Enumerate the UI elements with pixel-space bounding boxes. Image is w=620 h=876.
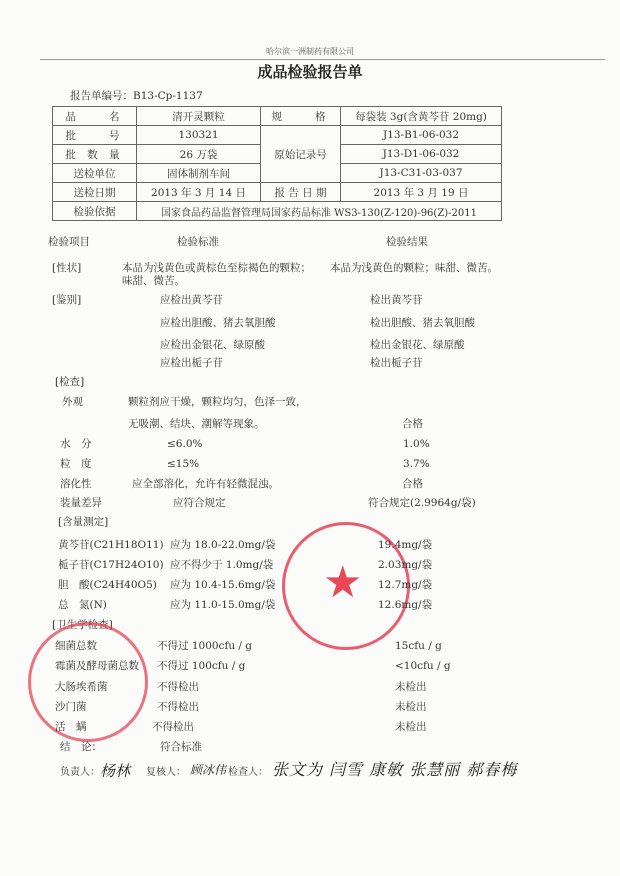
header-item: 检验项目: [48, 236, 90, 248]
hygiene-result: 未检出: [395, 681, 427, 693]
hygiene-item: 大肠埃希菌: [55, 681, 108, 693]
spec: 每袋装 3g(含黄芩苷 20mg): [341, 107, 502, 126]
responsible-signature: 杨林: [100, 762, 131, 780]
section-inspection: [检查]: [55, 376, 85, 388]
hygiene-standard: 不得检出: [157, 681, 199, 693]
assay-standard: 应为 11.0-15.0mg/袋: [170, 599, 276, 611]
hygiene-item: 细菌总数: [55, 640, 97, 652]
appearance-standard: 颗粒剂应干燥，颗粒均匀，色泽一致，: [128, 396, 307, 408]
assay-result: 2.03mg/袋: [378, 559, 433, 571]
fill-standard: 应符合规定: [173, 497, 226, 509]
moisture-item: 水 分: [60, 438, 92, 450]
reviewer-signature: 顾冰伟: [190, 763, 227, 777]
batch-label: 批 号: [53, 126, 137, 145]
record-3: J13-C31-03-037: [341, 164, 502, 183]
report-number: 报告单编号：B13-Cp-1137: [70, 90, 203, 102]
record-2: J13-D1-06-032: [341, 145, 502, 164]
product-info-table: [52, 106, 502, 221]
solubility-standard: 应全部溶化，允许有轻微混浊。: [132, 478, 279, 490]
hygiene-standard: 不得过 100cfu / g: [157, 660, 246, 672]
report-date: 2013 年 3 月 19 日: [341, 183, 502, 202]
hygiene-item: 活 螨: [55, 721, 87, 733]
hygiene-standard: 不得检出: [152, 721, 194, 733]
identification-standard: 应检出栀子苷: [160, 357, 223, 369]
send-date: 2013 年 3 月 14 日: [137, 183, 261, 202]
section-identification: [鉴别]: [52, 294, 82, 306]
batch-qty-label: 批 数 量: [53, 145, 137, 164]
basis: 国家食品药品监督管理局国家药品标准 WS3-130(Z-120)-96(Z)-2011: [137, 202, 502, 221]
hygiene-result: 15cfu / g: [395, 640, 442, 652]
hygiene-result: 未检出: [395, 701, 427, 713]
stamp-star-icon: ★: [323, 557, 363, 608]
hygiene-standard: 不得过 1000cfu / g: [157, 640, 253, 652]
identification-result: 检出金银花、绿原酸: [370, 339, 465, 351]
granularity-standard: ≤15%: [167, 458, 200, 470]
record-label: 原始记录号: [261, 126, 341, 183]
assay-item: 栀子苷(C17H24O10): [58, 559, 164, 571]
character-standard-2: 味甜、微苦。: [122, 275, 185, 287]
hygiene-item: 沙门菌: [55, 701, 87, 713]
fill-result: 符合规定(2.9964g/袋): [368, 497, 476, 509]
sender-label: 送检单位: [53, 164, 137, 183]
granularity-result: 3.7%: [403, 458, 430, 470]
solubility-result: 合格: [402, 478, 423, 490]
granularity-item: 粒 度: [60, 458, 92, 470]
assay-result: 12.6mg/袋: [378, 599, 433, 611]
spec-label: 规 格: [261, 107, 341, 126]
conclusion-label: 结 论：: [60, 741, 102, 753]
moisture-standard: ≤6.0%: [167, 438, 203, 450]
section-character: [性状]: [52, 262, 82, 274]
section-assay: [含量测定]: [58, 516, 109, 528]
assay-item: 黄芩苷(C21H18O11): [58, 539, 164, 551]
record-1: J13-B1-06-032: [341, 126, 502, 145]
inspector-label: 检查人：: [228, 767, 268, 778]
product-name: 清开灵颗粒: [137, 107, 261, 126]
batch: 130321: [137, 126, 261, 145]
identification-result: 检出栀子苷: [370, 357, 423, 369]
report-date-label: 报 告 日 期: [261, 183, 341, 202]
header-standard: 检验标准: [177, 236, 219, 248]
assay-result: 19.4mg/袋: [378, 539, 433, 551]
header-result: 检验结果: [386, 236, 428, 248]
inspector-signatures: 张文为 闫雪 康敏 张慧丽 郝春梅: [272, 760, 518, 779]
hygiene-result: <10cfu / g: [395, 660, 451, 672]
header-rule: [40, 59, 605, 60]
identification-result: 检出胆酸、猪去氧胆酸: [370, 317, 475, 329]
identification-result: 检出黄芩苷: [370, 294, 423, 306]
appearance-item: 外观: [62, 396, 83, 408]
identification-standard: 应检出金银花、绿原酸: [160, 339, 265, 351]
appearance-result: 合格: [402, 418, 423, 430]
page-title: 成品检验报告单: [257, 63, 363, 81]
assay-standard: 应为 18.0-22.0mg/袋: [170, 539, 276, 551]
solubility-item: 溶化性: [60, 478, 92, 490]
hygiene-result: 未检出: [395, 721, 427, 733]
section-hygiene: [卫生学检查]: [52, 619, 113, 631]
responsible-label: 负责人：: [60, 767, 100, 778]
identification-standard: 应检出黄芩苷: [160, 294, 223, 306]
assay-standard: 应不得少于 1.0mg/袋: [170, 559, 274, 571]
assay-result: 12.7mg/袋: [378, 579, 433, 591]
company-name: 哈尔滨一洲制药有限公司: [266, 47, 354, 56]
assay-item: 总 氮(N): [58, 599, 107, 611]
assay-standard: 应为 10.4-15.6mg/袋: [170, 579, 276, 591]
moisture-result: 1.0%: [403, 438, 430, 450]
identification-standard: 应检出胆酸、猪去氧胆酸: [160, 317, 276, 329]
fill-item: 装量差异: [60, 497, 102, 509]
reviewer-label: 复核人：: [146, 767, 186, 778]
appearance-standard-2: 无吸潮、结块、潮解等现象。: [128, 418, 265, 430]
send-date-label: 送检日期: [53, 183, 137, 202]
character-standard: 本品为浅黄色或黄棕色至棕褐色的颗粒；: [122, 262, 311, 274]
sender: 固体制剂车间: [137, 164, 261, 183]
hygiene-standard: 不得检出: [157, 701, 199, 713]
assay-item: 胆 酸(C24H40O5): [58, 579, 157, 591]
hygiene-item: 霉菌及酵母菌总数: [55, 660, 139, 672]
batch-qty: 26 万袋: [137, 145, 261, 164]
product-name-label: 品 名: [53, 107, 137, 126]
basis-label: 检验依据: [53, 202, 137, 221]
conclusion-value: 符合标准: [160, 741, 202, 753]
character-result: 本品为浅黄色的颗粒；味甜、微苦。: [330, 262, 498, 274]
